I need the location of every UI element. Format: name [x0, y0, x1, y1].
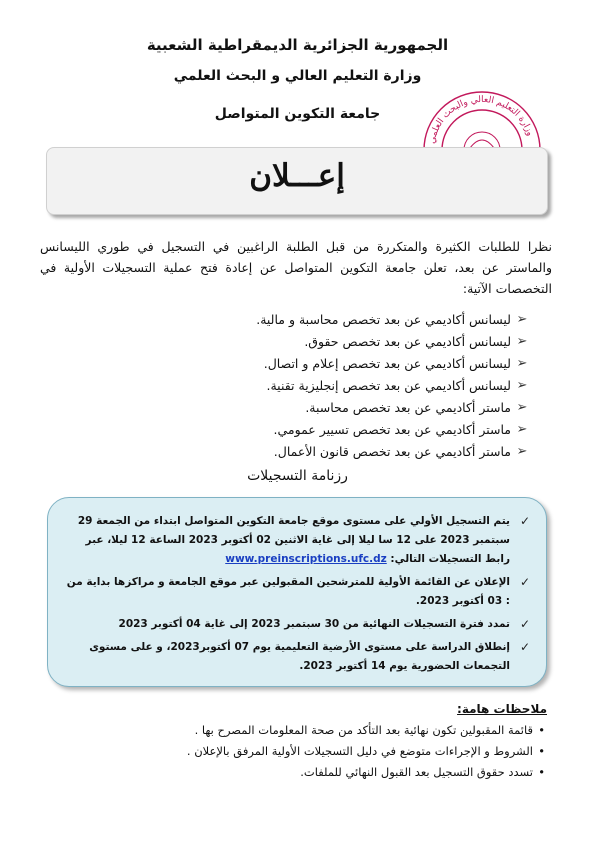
arrow-check-icon: ➢ — [516, 378, 528, 393]
list-item: ➢ ليسانس أكاديمي عن بعد تخصص حقوق. — [113, 331, 533, 353]
list-item: ➢ ماستر أكاديمي عن بعد تخصص قانون الأعمال. — [113, 441, 533, 463]
schedule-list — [60, 512, 530, 680]
arrow-check-icon: ➢ — [516, 400, 528, 415]
schedule-title: رزنامة التسجيلات — [247, 468, 348, 484]
note-item: • تسدد حقوق التسجيل بعد القبول النهائي للملفات. — [47, 762, 547, 783]
list-item: ➢ ليسانس أكاديمي عن بعد تخصص محاسبة و مالية. — [113, 309, 533, 331]
list-item: ➢ ليسانس أكاديمي عن بعد تخصص إعلام و اتصال. — [113, 353, 533, 375]
checkmark-icon: ✓ — [519, 617, 530, 631]
intro-paragraph: نظرا للطلبات الكثيرة والمتكررة من قبل الطلبة الراغبين في التسجيل في طوري الليسانس والماستر عن بعد، تعلن جامعة التكوين المتواصل عن إعادة فتح عملية التسجيلات الأولية في التخصصات الآتية: — [40, 239, 552, 296]
header-republic: الجمهورية الجزائرية الديمقراطية الشعبية — [146, 36, 449, 54]
schedule-item: ✓ يتم التسجيل الأولي على مستوى موقع جامعة التكوين المتواصل ابتداء من الجمعة 29 سبتمبر 2023 على 12 سا ليلا إلى غاية الاثنين 02 أكتوبر 2023 الساعة 12 ليلا، عبر رابط التسجيلات التالي: www.preinscriptions.ufc.dz — [77, 514, 530, 565]
checkmark-icon: ✓ — [519, 514, 530, 528]
list-item: ➢ ليسانس أكاديمي عن بعد تخصص إنجليزية تقنية. — [113, 375, 533, 397]
note-item: • الشروط و الإجراءات متوضع في دليل التسجيلات الأولية المرفق بالإعلان . — [47, 741, 547, 762]
arrow-check-icon: ➢ — [516, 422, 528, 437]
arrow-check-icon: ➢ — [516, 334, 528, 349]
arrow-check-icon: ➢ — [516, 312, 528, 327]
schedule-item: ✓ تمدد فترة التسجيلات النهائية من 30 سبتمبر 2023 إلى غاية 04 أكتوبر 2023 — [60, 615, 530, 634]
arrow-check-icon: ➢ — [516, 356, 528, 371]
schedule-item: ✓ إنطلاق الدراسة على مستوى الأرضية التعليمية يوم 07 أكتوبر2023، و على مستوى التجمعات الحضورية يوم 14 أكتوبر 2023. — [89, 640, 530, 672]
specializations-list — [113, 309, 533, 463]
header-ministry: وزارة التعليم العالي و البحث العلمي — [173, 68, 422, 84]
announcement-title: إعـــلان — [249, 158, 345, 194]
list-item: ➢ ماستر أكاديمي عن بعد تخصص تسيير عمومي. — [113, 419, 533, 441]
schedule-item: ✓ الإعلان عن القائمة الأولية للمترشحين المقبولين عبر موقع الجامعة و مراكزها بداية من : 03 أكتوبر 2023. — [66, 575, 530, 607]
list-item: ➢ ماستر أكاديمي عن بعد تخصص محاسبة. — [113, 397, 533, 419]
registration-link[interactable]: www.preinscriptions.ufc.dz — [225, 553, 387, 565]
schedule-box — [47, 497, 547, 687]
checkmark-icon: ✓ — [519, 575, 530, 589]
notes-list — [47, 720, 547, 783]
checkmark-icon: ✓ — [519, 640, 530, 654]
stamp-outer-text: وزارة التعليم العالي والبحث العلمي — [427, 94, 535, 145]
notes-title: ملاحظات هامة: — [457, 702, 547, 716]
arrow-check-icon: ➢ — [516, 444, 528, 459]
note-item: • قائمة المقبولين تكون نهائية بعد التأكد من صحة المعلومات المصرح بها . — [47, 720, 547, 741]
header-university: جامعة التكوين المتواصل — [214, 106, 381, 122]
announcement-title-box — [46, 147, 548, 215]
